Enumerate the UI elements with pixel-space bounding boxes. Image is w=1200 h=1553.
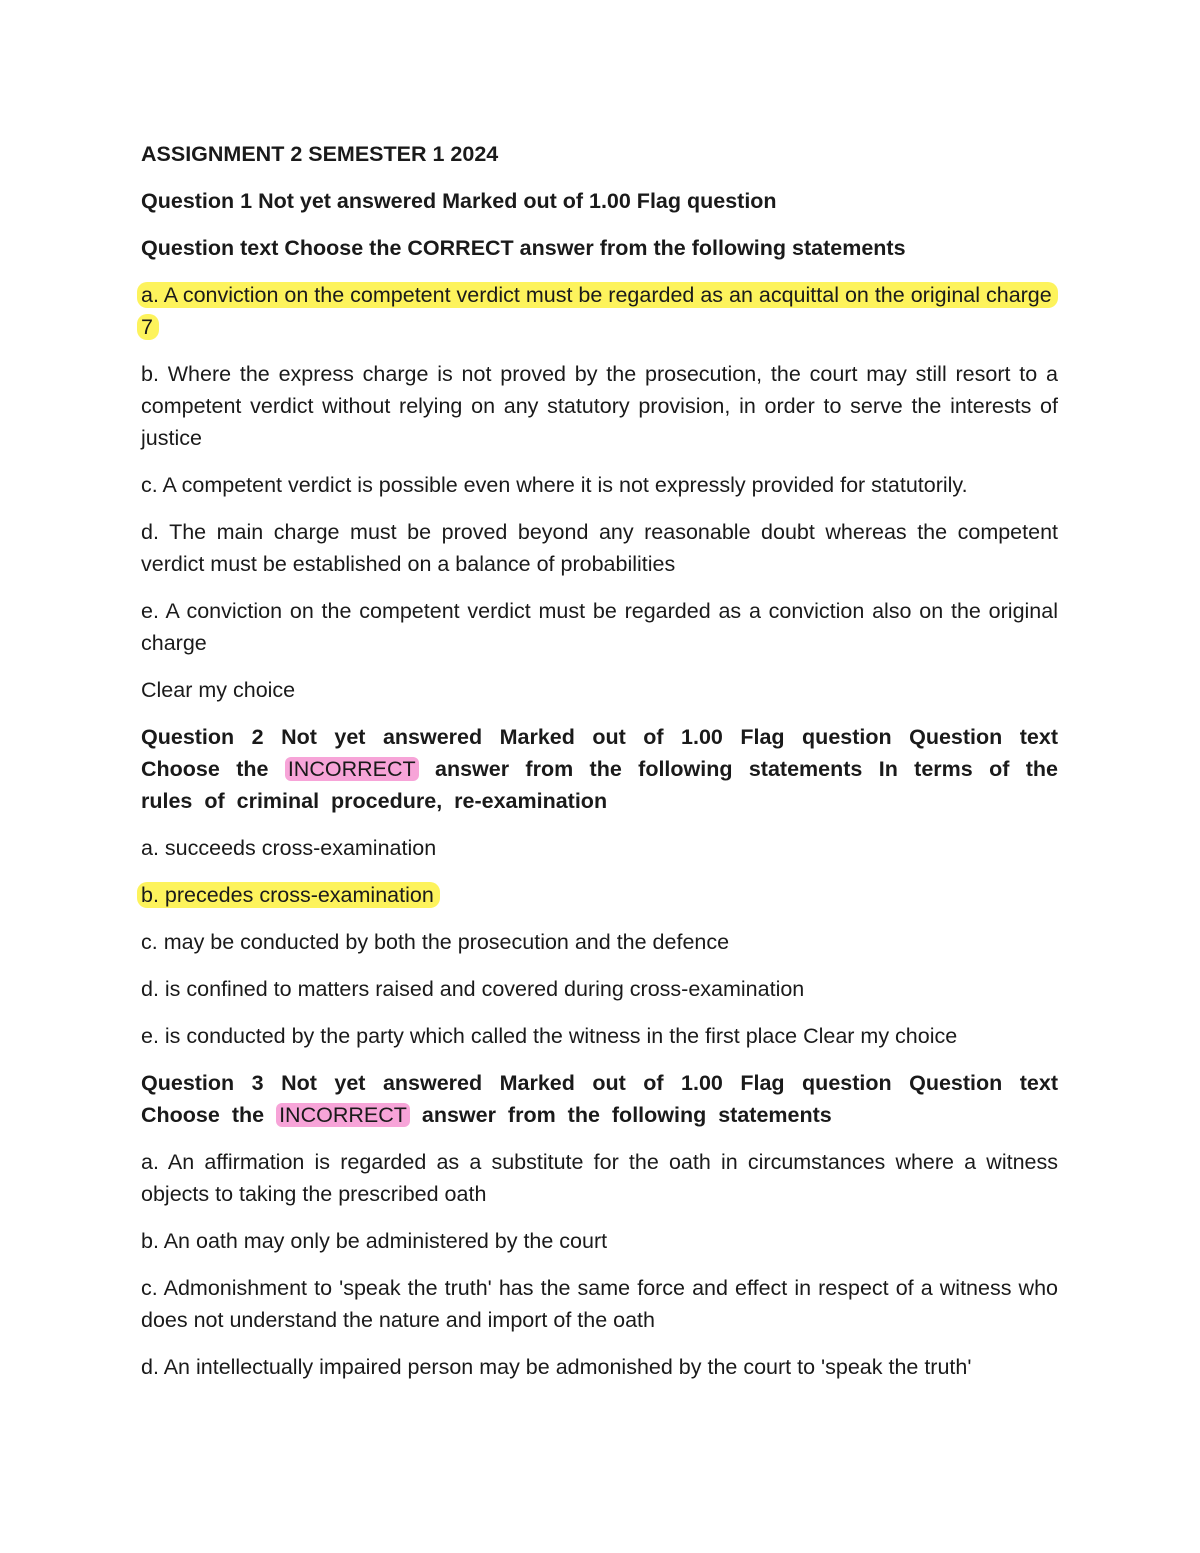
q2-question-text bbox=[141, 721, 1058, 817]
q3-text-before: Question 3 Not yet answered Marked out of 1.00 Flag question Question text Choose the bbox=[141, 1071, 1058, 1127]
q1-option-d[interactable]: d. The main charge must be proved beyond any reasonable doubt whereas the competent verdict must be established on a balance of probabilities bbox=[141, 520, 1058, 576]
q2-option-d[interactable]: d. is confined to matters raised and covered during cross-examination bbox=[141, 977, 805, 1001]
q1-option-e[interactable]: e. A conviction on the competent verdict must be regarded as a conviction also on the original charge bbox=[141, 599, 1058, 655]
q1-option-b[interactable]: b. Where the express charge is not proved by the prosecution, the court may still resort to a competent verdict without relying on any statutory provision, in order to serve the interests of justice bbox=[141, 362, 1058, 450]
q2-option-c[interactable]: c. may be conducted by both the prosecution and the defence bbox=[141, 930, 730, 954]
q3-question-text bbox=[141, 1067, 1058, 1131]
q1-option-a[interactable] bbox=[141, 279, 1058, 343]
q3-option-a[interactable]: a. An affirmation is regarded as a substitute for the oath in circumstances where a witness objects to taking the prescribed oath bbox=[141, 1150, 1058, 1206]
q2-text-after: answer from the following statements In terms of the rules of criminal procedure, re-examination bbox=[141, 757, 1058, 813]
q3-text-after: answer from the following statements bbox=[421, 1103, 832, 1127]
document-title: ASSIGNMENT 2 SEMESTER 1 2024 bbox=[141, 142, 499, 166]
q1-option-a-highlight: a. A conviction on the competent verdict must be regarded as an acquittal on the original charge 7 bbox=[137, 282, 1058, 340]
q3-option-b[interactable]: b. An oath may only be administered by the court bbox=[141, 1229, 608, 1253]
q2-option-e[interactable]: e. is conducted by the party which called the witness in the first place Clear my choice bbox=[141, 1024, 958, 1048]
q1-question-text: Question text Choose the CORRECT answer from the following statements bbox=[141, 236, 906, 260]
q2-option-b[interactable] bbox=[141, 879, 1058, 911]
q2-text-before: Question 2 Not yet answered Marked out of 1.00 Flag question Question text Choose the bbox=[141, 725, 1058, 781]
q2-option-b-highlight: b. precedes cross-examination bbox=[137, 882, 440, 908]
document-page bbox=[141, 138, 1058, 1398]
q3-incorrect-highlight: INCORRECT bbox=[276, 1103, 410, 1127]
q2-option-a[interactable]: a. succeeds cross-examination bbox=[141, 836, 437, 860]
q1-header: Question 1 Not yet answered Marked out of 1.00 Flag question bbox=[141, 189, 777, 213]
q3-option-c[interactable]: c. Admonishment to 'speak the truth' has the same force and effect in respect of a witness who does not understand the nature and import of the oath bbox=[141, 1276, 1058, 1332]
q3-option-d[interactable]: d. An intellectually impaired person may be admonished by the court to 'speak the truth' bbox=[141, 1355, 972, 1379]
q1-clear-choice[interactable]: Clear my choice bbox=[141, 678, 296, 702]
q2-incorrect-highlight: INCORRECT bbox=[285, 757, 419, 781]
q1-option-c[interactable]: c. A competent verdict is possible even where it is not expressly provided for statutorily. bbox=[141, 473, 968, 497]
